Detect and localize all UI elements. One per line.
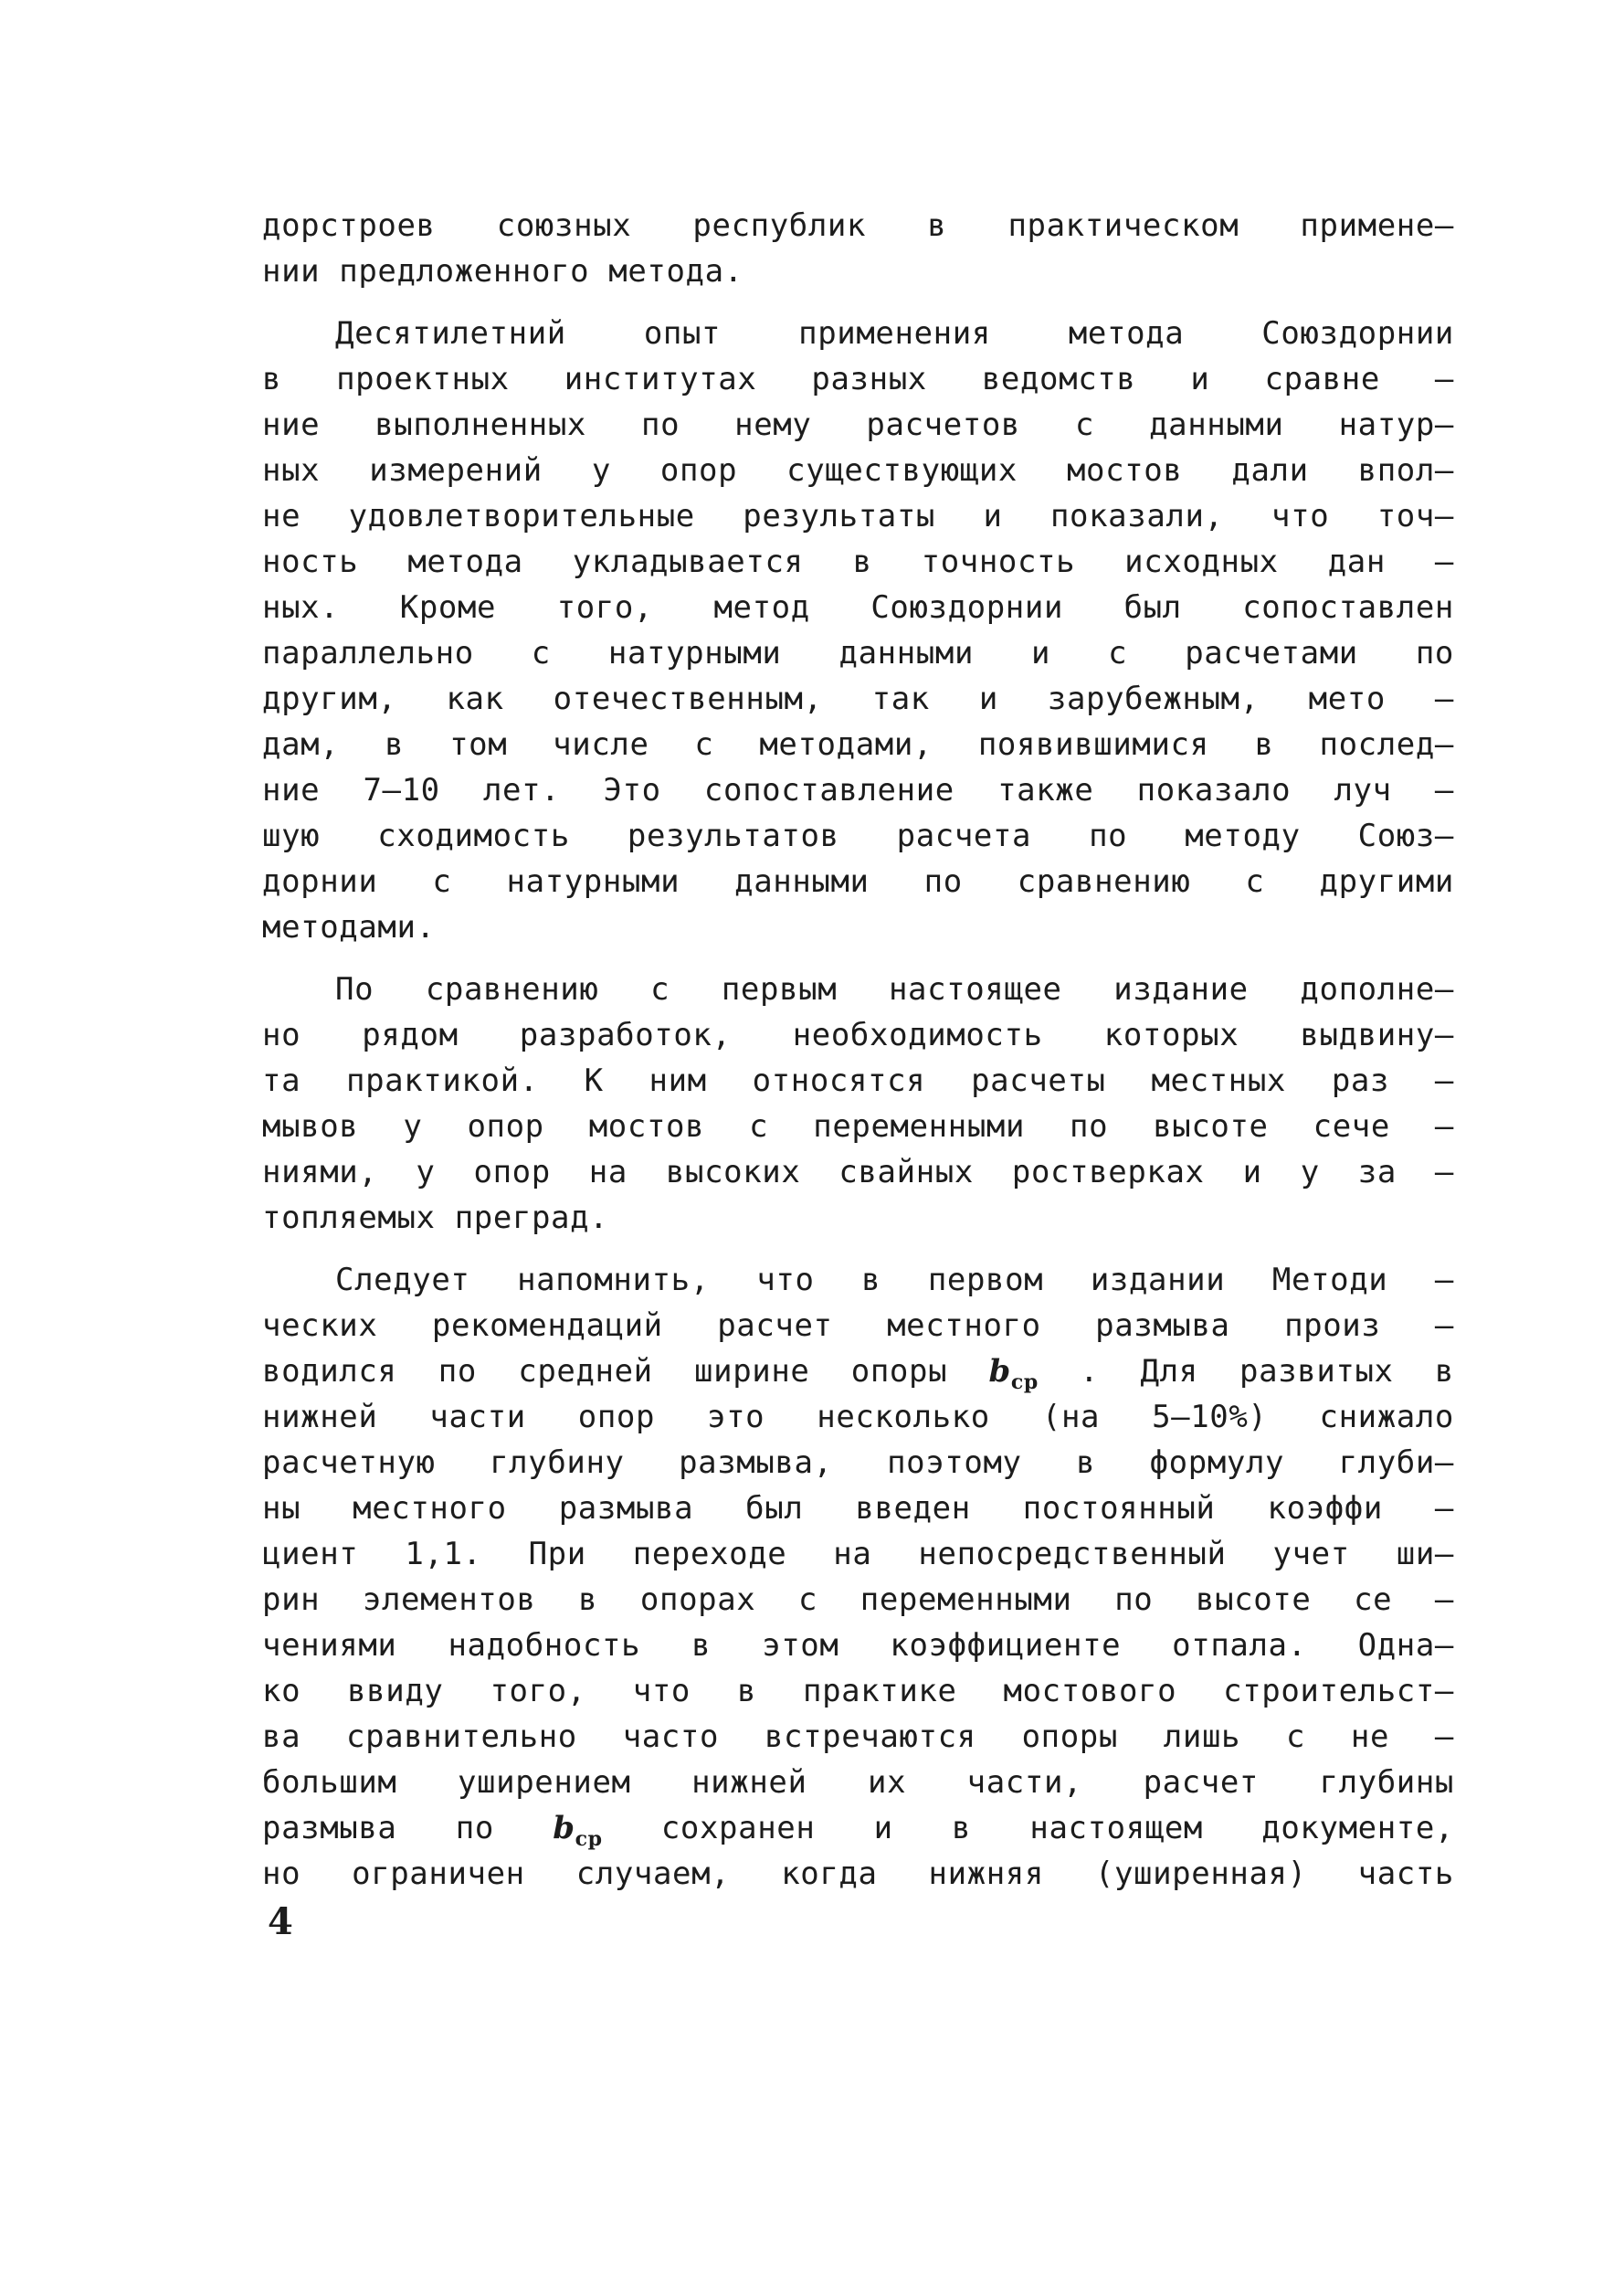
text-line: дам, в том числе с методами, появившимися в послед– [262,726,1454,763]
text-line: мывов у опор мостов с переменными по высоте сече – [262,1108,1454,1145]
text-line: большим уширением нижней их части, расчет глубины [262,1764,1454,1801]
text-line: шую сходимость результатов расчета по методу Союз– [262,818,1454,854]
text-line: топляемых преград. [262,1200,609,1236]
text-line: дорстроев союзных республик в практическом примене– [262,207,1454,244]
text-line: нии предложенного метода. [262,253,743,290]
text-line: ниями, у опор на высоких свайных ростверках и у за – [262,1154,1454,1190]
symbol-subscript: ср [575,1827,603,1851]
text-line: методами. [262,909,436,946]
paragraph-1 [262,203,1454,294]
text-line-with-symbol [262,1805,1454,1851]
text-line: параллельно с натурными данными и с расчетами по [262,635,1454,671]
text-line: нижней части опор это несколько (на 5–10%) снижало [262,1399,1454,1435]
paragraph-4 [262,1257,1454,1897]
text-line: в проектных институтах разных ведомств и сравне – [262,361,1454,397]
symbol-subscript: ср [1010,1370,1039,1394]
text-line: циент 1,1. При переходе на непосредственный учет ши– [262,1536,1454,1572]
text-line: ческих рекомендаций расчет местного размыва произ – [262,1307,1454,1344]
text-line: ных измерений у опор существующих мостов дали впол– [262,452,1454,489]
text-fragment: сохранен и в настоящем документе, [660,1810,1454,1846]
symbol-base: b [553,1810,575,1846]
text-line: Десятилетний опыт применения метода Союздорнии [335,315,1454,352]
text-line: ность метода укладывается в точность исходных дан – [262,544,1454,580]
text-line: но ограничен случаем, когда нижняя (уширенная) часть [262,1856,1454,1892]
page-body [262,203,1454,1897]
text-line: та практикой. К ним относятся расчеты местных раз – [262,1063,1454,1099]
text-line: расчетную глубину размыва, поэтому в формулу глуби– [262,1444,1454,1481]
paragraph-3 [262,967,1454,1241]
text-line: ние 7–10 лет. Это сопоставление также показало луч – [262,772,1454,809]
text-fragment: размыва по [262,1810,494,1846]
text-line: другим, как отечественным, так и зарубежным, мето – [262,681,1454,717]
text-line-with-symbol [262,1348,1454,1394]
text-line: ва сравнительно часто встречаются опоры лишь с не – [262,1718,1454,1755]
text-line: чениями надобность в этом коэффициенте отпала. Одна– [262,1627,1454,1664]
text-fragment: водился по средней ширине опоры [262,1353,948,1390]
width-symbol [553,1810,603,1851]
text-line: дорнии с натурными данными по сравнению с другими [262,863,1454,900]
text-line: рин элементов в опорах с переменными по высоте се – [262,1581,1454,1618]
symbol-base: b [988,1353,1011,1390]
text-line: ко ввиду того, что в практике мостового строительст– [262,1673,1454,1709]
text-line: По сравнению с первым настоящее издание дополне– [335,971,1454,1008]
text-line: ны местного размыва был введен постоянный коэффи – [262,1490,1454,1527]
text-fragment: . Для развитых в [1080,1353,1455,1390]
text-line: Следует напомнить, что в первом издании Методи – [335,1262,1454,1298]
text-line: не удовлетворительные результаты и показали, что точ– [262,498,1454,534]
paragraph-2 [262,311,1454,950]
text-line: но рядом разработок, необходимость которых выдвину– [262,1017,1454,1053]
text-line: ных. Кроме того, метод Союздорнии был сопоставлен [262,589,1454,626]
width-symbol [988,1353,1039,1394]
text-line: ние выполненных по нему расчетов с данными натур– [262,407,1454,443]
page-number: 4 [268,1900,293,1943]
